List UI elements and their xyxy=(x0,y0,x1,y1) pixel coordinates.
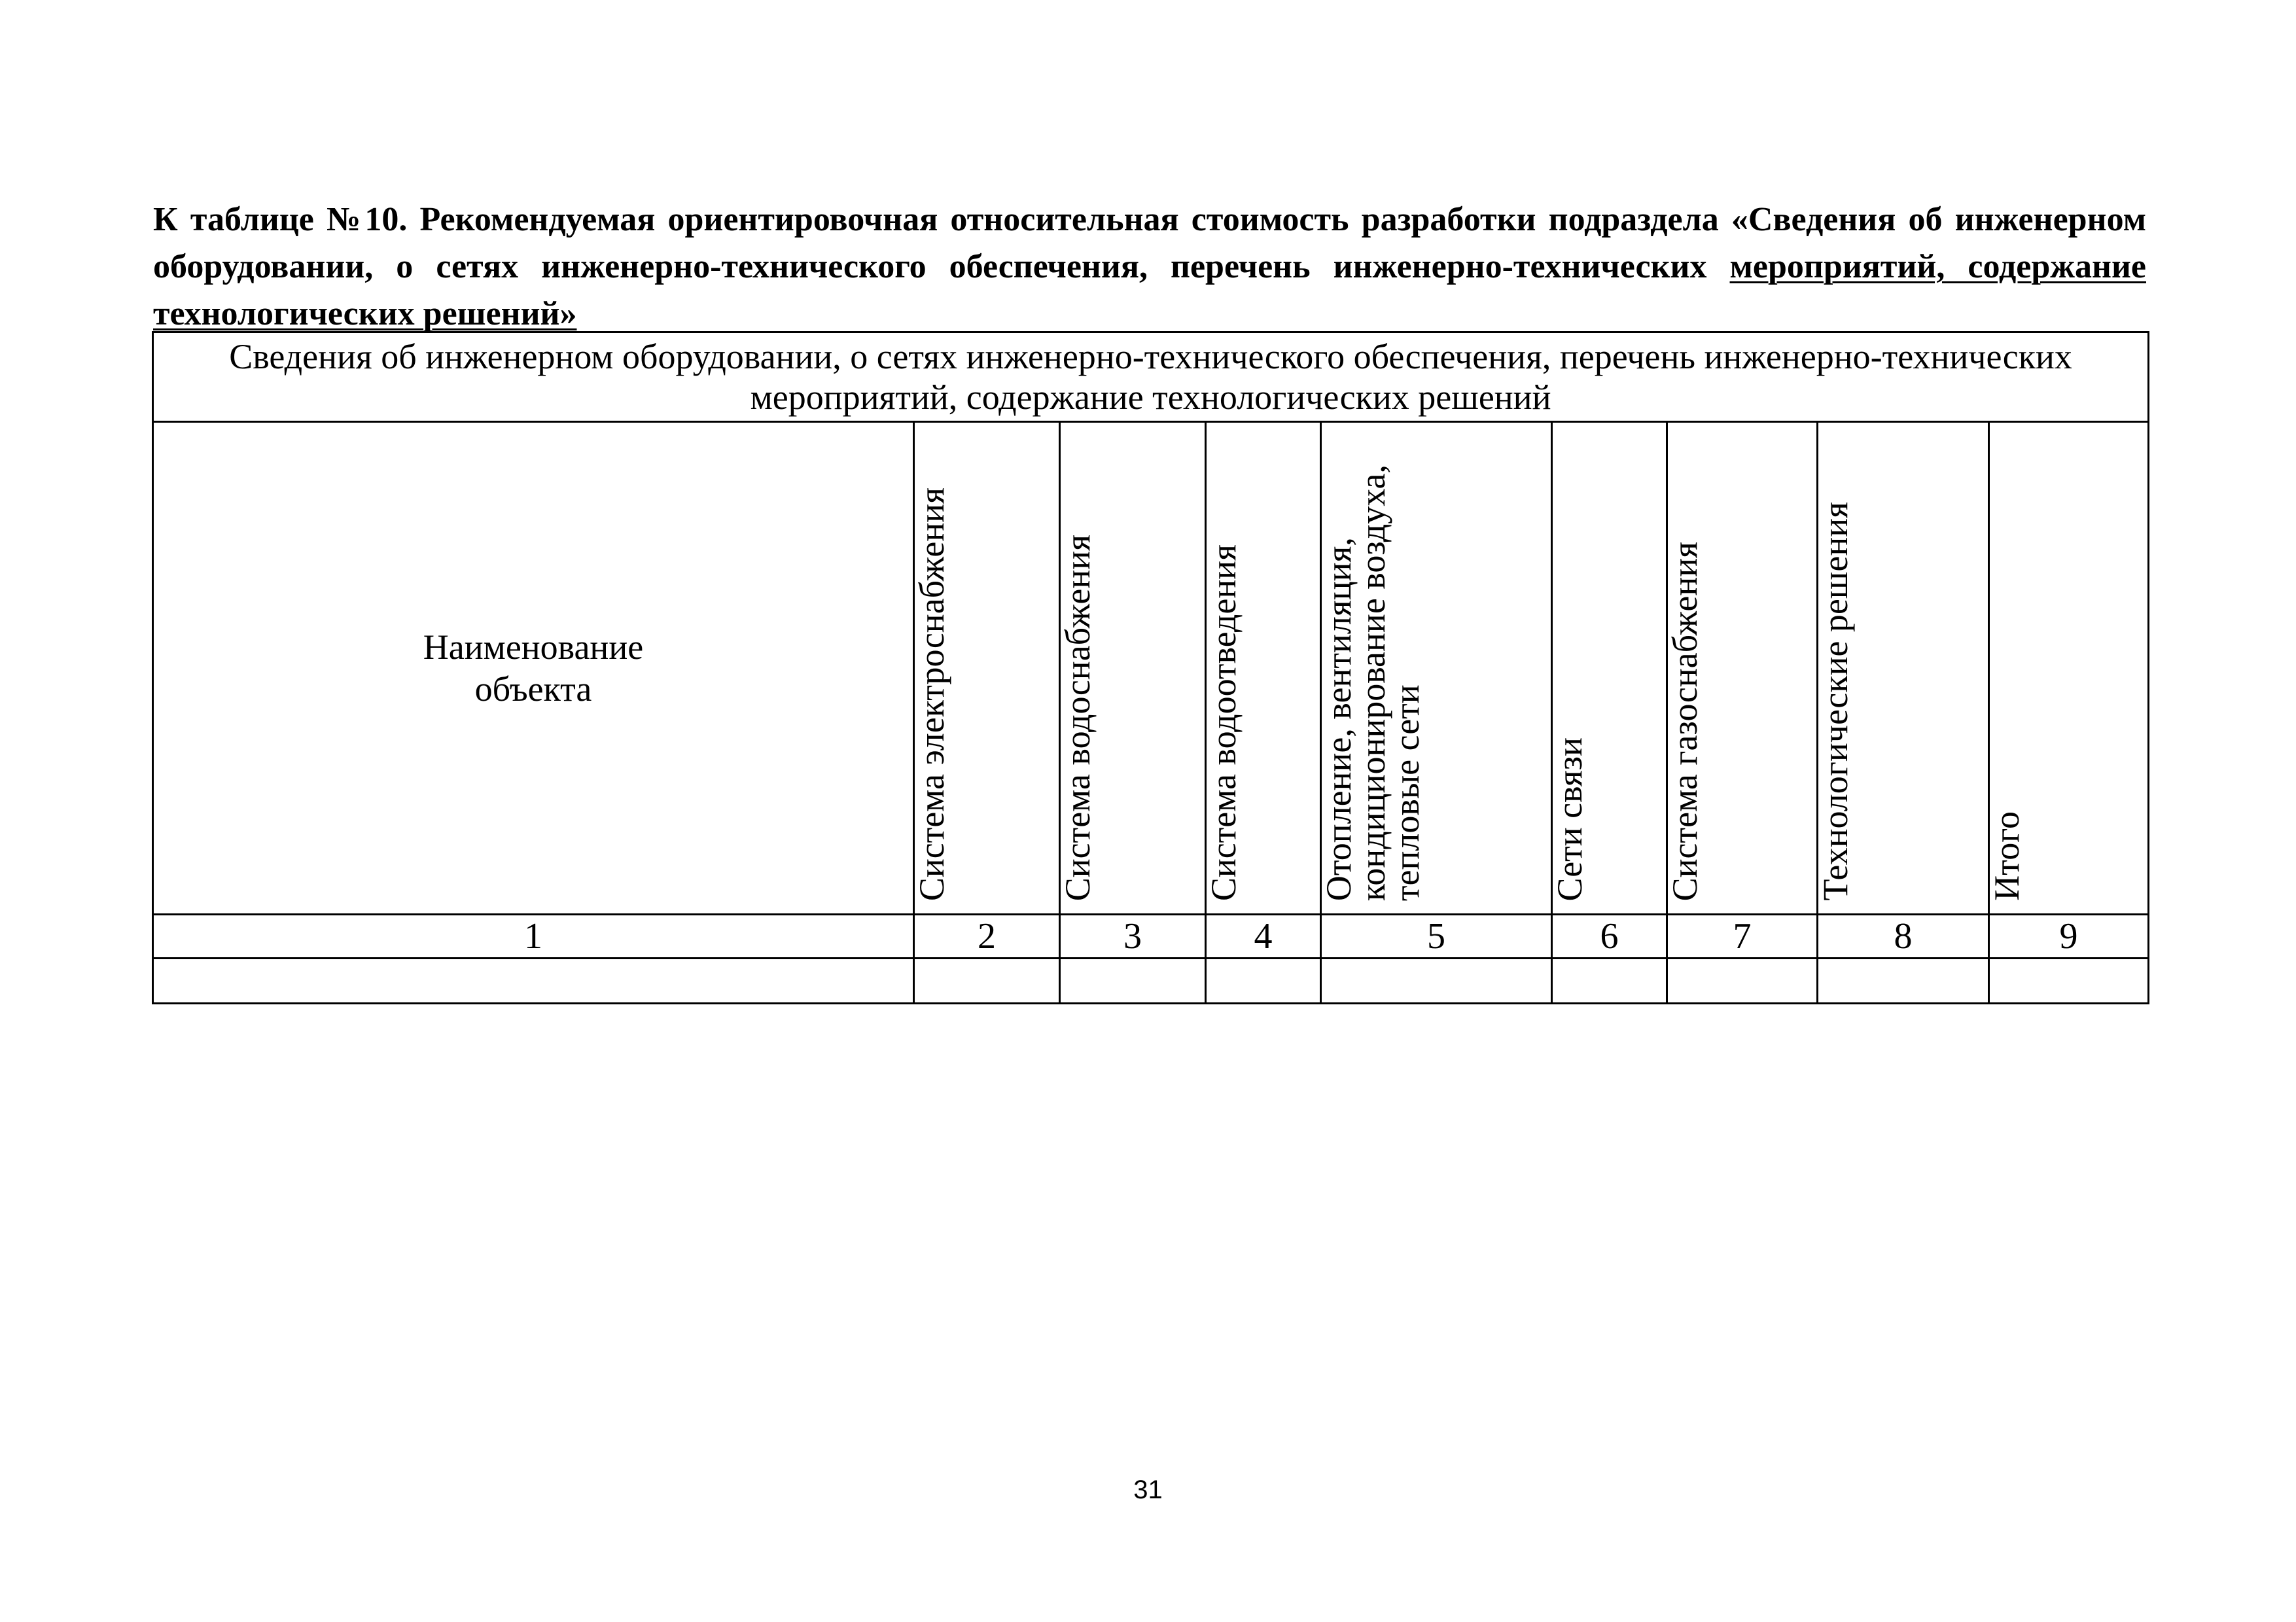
column-header-electricity-text: Система электроснабжения xyxy=(912,487,951,901)
table-cell xyxy=(1060,959,1206,1004)
column-number-6: 6 xyxy=(1552,915,1667,959)
column-number-3: 3 xyxy=(1060,915,1206,959)
column-header-heating-text: Отопление, вентиляция, кондиционирование воздуха, тепловые сети xyxy=(1319,464,1426,901)
document-title xyxy=(153,196,2146,338)
cost-table xyxy=(152,331,2149,1004)
table-cell xyxy=(1989,959,2149,1004)
table-cell xyxy=(1206,959,1321,1004)
column-header-heating xyxy=(1321,422,1552,915)
table-cell xyxy=(914,959,1060,1004)
title-main: К таблице №10. Рекомендуемая ориентировочная относительная стоимость разработки подраздела «Сведения об инженерном оборудовании, о сетях инженерно-технического обеспечения, перечень инженерно-технических xyxy=(153,201,2146,285)
object-name-header-text: Наименование объекта xyxy=(423,627,644,709)
column-number-8: 8 xyxy=(1818,915,1989,959)
column-header-gas-supply-text: Система газоснабжения xyxy=(1665,541,1704,901)
table-row xyxy=(153,959,2149,1004)
object-name-header xyxy=(153,422,914,915)
table-cell xyxy=(1818,959,1989,1004)
column-header-technology-text: Технологические решения xyxy=(1816,502,1855,901)
column-number-9: 9 xyxy=(1989,915,2149,959)
column-number-1: 1 xyxy=(153,915,914,959)
column-header-electricity xyxy=(914,422,1060,915)
column-number-5: 5 xyxy=(1321,915,1552,959)
column-number-7: 7 xyxy=(1667,915,1818,959)
column-header-gas-supply xyxy=(1667,422,1818,915)
column-header-drainage-text: Система водоотведения xyxy=(1204,544,1243,901)
column-header-total-text: Итого xyxy=(1987,811,2026,901)
column-header-total xyxy=(1989,422,2149,915)
column-header-communications xyxy=(1552,422,1667,915)
column-header-technology xyxy=(1818,422,1989,915)
table-cell xyxy=(1552,959,1667,1004)
page-number: 31 xyxy=(1133,1475,1163,1504)
table-cell xyxy=(1667,959,1818,1004)
table-cell xyxy=(153,959,914,1004)
column-header-water-supply xyxy=(1060,422,1206,915)
column-header-drainage xyxy=(1206,422,1321,915)
column-header-communications-text: Сети связи xyxy=(1550,737,1589,901)
column-number-2: 2 xyxy=(914,915,1060,959)
column-header-water-supply-text: Система водоснабжения xyxy=(1058,534,1097,901)
title-underlined: мероприятий, содержание технологических решений» xyxy=(153,248,2147,332)
table-cell xyxy=(1321,959,1552,1004)
column-number-4: 4 xyxy=(1206,915,1321,959)
table-group-header: Сведения об инженерном оборудовании, о сетях инженерно-технического обеспечения, перечень инженерно-технических мероприятий, содержание технологических решений xyxy=(153,332,2149,422)
